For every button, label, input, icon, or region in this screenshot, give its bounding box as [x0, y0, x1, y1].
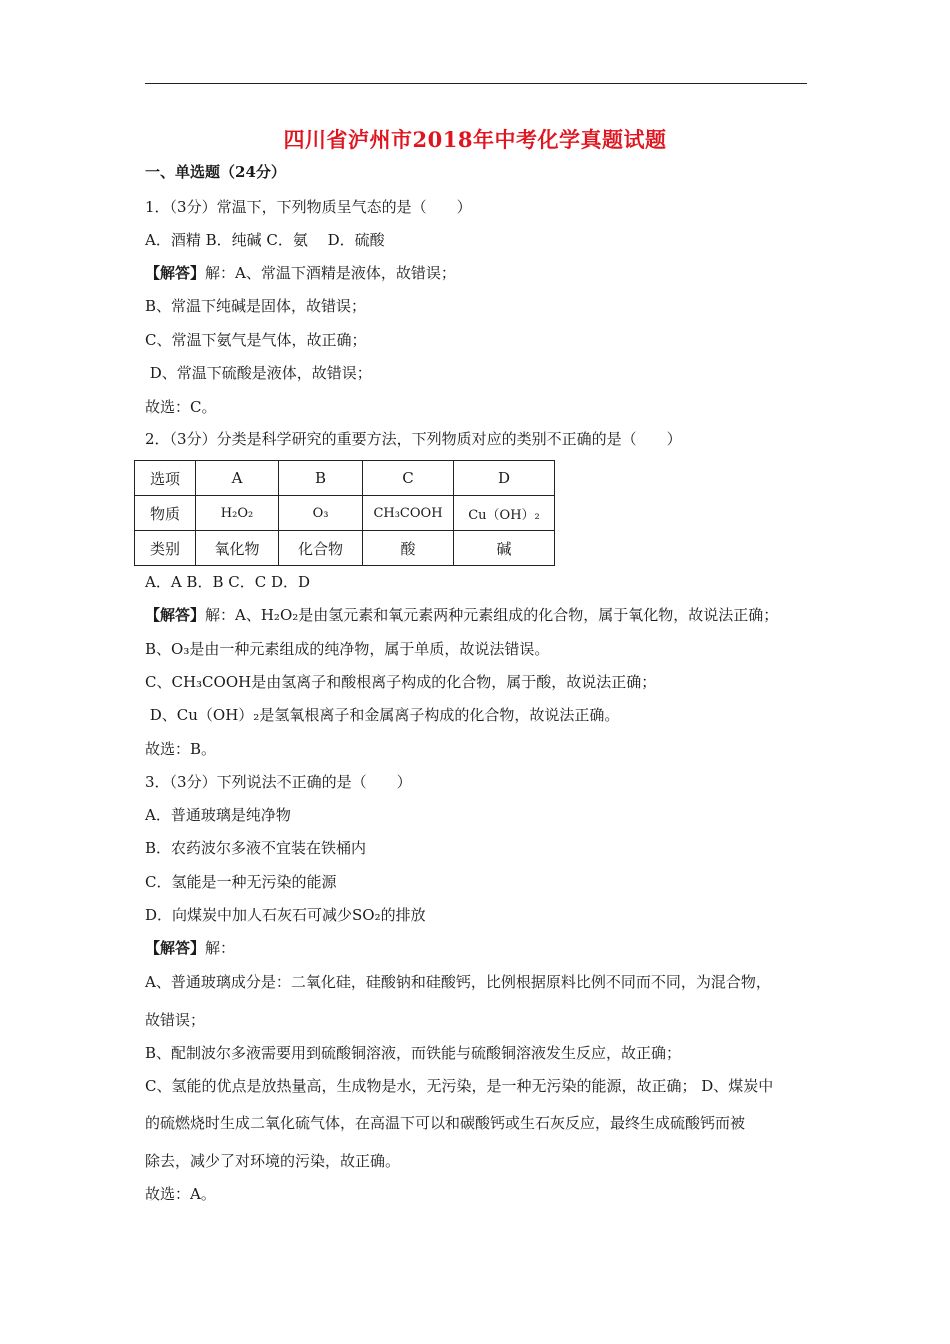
q1-options: A．酒精 B．纯碱 C．氨 D．硫酸: [145, 231, 385, 249]
q3-answer-label: 【解答】: [145, 939, 206, 957]
table-cell: A: [196, 461, 279, 496]
q2-options: A．A B．B C．C D．D: [145, 573, 311, 591]
q2-options-table: [134, 460, 555, 566]
q3-answer-first: [145, 938, 235, 958]
q1-answer-line: 解：A、常温下酒精是液体，故错误；: [205, 264, 456, 282]
q3-answer-line: C、氢能的优点是放热量高，生成物是水，无污染，是一种无污染的能源，故正确； D、煤炭中: [145, 1077, 774, 1095]
q3-answer-line: 故错误；: [145, 1011, 206, 1029]
q2-answer-label: 【解答】: [145, 606, 206, 624]
table-cell: 碱: [454, 531, 555, 566]
q2-answer-line: C、CH₃COOH是由氢离子和酸根离子构成的化合物，属于酸，故说法正确；: [145, 673, 657, 691]
q2-answer-first: [145, 605, 778, 625]
table-cell: CH₃COOH: [363, 496, 454, 531]
table-cell: B: [279, 461, 363, 496]
q2-answer-line: B、O₃是由一种元素组成的纯净物，属于单质，故说法错误。: [145, 640, 550, 658]
header-rule: [145, 83, 807, 84]
q3-option-a: A．普通玻璃是纯净物: [145, 806, 291, 824]
q1-answer-line: B、常温下纯碱是固体，故错误；: [145, 297, 367, 315]
table-row: [135, 461, 555, 496]
table-cell: H₂O₂: [196, 496, 279, 531]
q3-option-c: C．氢能是一种无污染的能源: [145, 873, 337, 891]
table-cell: D: [454, 461, 555, 496]
q3-answer-line: 除去，减少了对环境的污染，故正确。: [145, 1152, 401, 1170]
q3-answer-line: A、普通玻璃成分是：二氧化硅，硅酸钠和硅酸钙，比例根据原料比例不同而不同，为混合物，: [145, 973, 771, 991]
q2-answer-line: D、Cu（OH）₂是氢氧根离子和金属离子构成的化合物，故说法正确。: [145, 706, 620, 724]
q1-stem: 1．（3分）常温下，下列物质呈气态的是（ ）: [145, 198, 472, 216]
table-cell: 氧化物: [196, 531, 279, 566]
q1-answer-line: C、常温下氨气是气体，故正确；: [145, 331, 367, 349]
table-cell: C: [363, 461, 454, 496]
table-cell: 类别: [135, 531, 196, 566]
table-cell: 选项: [135, 461, 196, 496]
table-row: [135, 496, 555, 531]
section-heading: 一、单选题（24分）: [145, 163, 286, 181]
q3-answer-line: B、配制波尔多液需要用到硫酸铜溶液，而铁能与硫酸铜溶液发生反应，故正确；: [145, 1044, 682, 1062]
table-cell: Cu（OH）₂: [454, 496, 555, 531]
q3-answer-line: 的硫燃烧时生成二氧化硫气体，在高温下可以和碳酸钙或生石灰反应，最终生成硫酸钙而被: [145, 1114, 746, 1132]
q1-answer-label: 【解答】: [145, 264, 206, 282]
table-row: [135, 531, 555, 566]
q3-answer-intro: 解：: [205, 939, 236, 957]
table-cell: O₃: [279, 496, 363, 531]
q2-answer-line: 解：A、H₂O₂是由氢元素和氧元素两种元素组成的化合物，属于氧化物，故说法正确；: [205, 606, 779, 624]
table-cell: 物质: [135, 496, 196, 531]
q3-answer-conclusion: 故选：A。: [145, 1185, 216, 1203]
table-cell: 化合物: [279, 531, 363, 566]
q1-answer-first: [145, 263, 456, 283]
table-cell: 酸: [363, 531, 454, 566]
page-title: 四川省泸州市2018年中考化学真题试题: [283, 127, 667, 152]
q1-answer-conclusion: 故选：C。: [145, 398, 217, 416]
q2-stem: 2．（3分）分类是科学研究的重要方法，下列物质对应的类别不正确的是（ ）: [145, 430, 682, 448]
q1-answer-line: D、常温下硫酸是液体，故错误；: [145, 364, 372, 382]
q3-option-d: D．向煤炭中加人石灰石可减少SO₂的排放: [145, 906, 426, 924]
q2-answer-conclusion: 故选：B。: [145, 740, 217, 758]
q3-option-b: B．农药波尔多液不宜装在铁桶内: [145, 839, 367, 857]
q3-stem: 3．（3分）下列说法不正确的是（ ）: [145, 773, 412, 791]
